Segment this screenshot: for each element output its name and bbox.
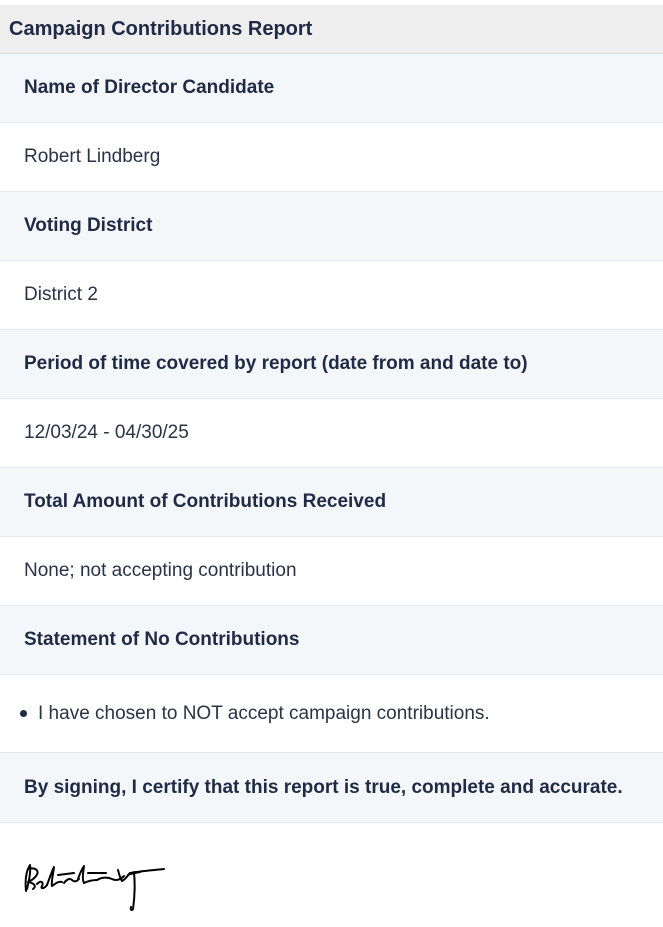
voting-district-label: Voting District [24, 215, 153, 236]
field-label-voting-district [0, 192, 663, 261]
candidate-name-value: Robert Lindberg [24, 146, 161, 167]
candidate-name-label: Name of Director Candidate [24, 77, 275, 98]
signature-area [0, 823, 663, 924]
report-title-bar [0, 5, 663, 54]
report-period-value: 12/03/24 - 04/30/25 [24, 422, 189, 443]
total-contributions-label: Total Amount of Contributions Received [24, 491, 387, 512]
bullet-icon [20, 710, 27, 717]
field-value-total-contributions [0, 537, 663, 606]
signature-image [22, 861, 168, 915]
field-value-report-period [0, 399, 663, 468]
total-contributions-value: None; not accepting contribution [24, 560, 297, 581]
field-label-total-contributions [0, 468, 663, 537]
voting-district-value: District 2 [24, 284, 98, 305]
field-label-statement [0, 606, 663, 675]
statement-list-item [0, 675, 663, 753]
page-title: Campaign Contributions Report [9, 17, 313, 40]
report-period-label: Period of time covered by report (date from and date to) [24, 353, 528, 374]
field-label-candidate-name [0, 54, 663, 123]
field-value-voting-district [0, 261, 663, 330]
field-label-report-period [0, 330, 663, 399]
statement-label: Statement of No Contributions [24, 629, 300, 650]
statement-item-text: I have chosen to NOT accept campaign contributions. [38, 702, 490, 724]
field-value-candidate-name [0, 123, 663, 192]
certification-text: By signing, I certify that this report is true, complete and accurate. [24, 776, 623, 798]
certification-row [0, 753, 663, 823]
